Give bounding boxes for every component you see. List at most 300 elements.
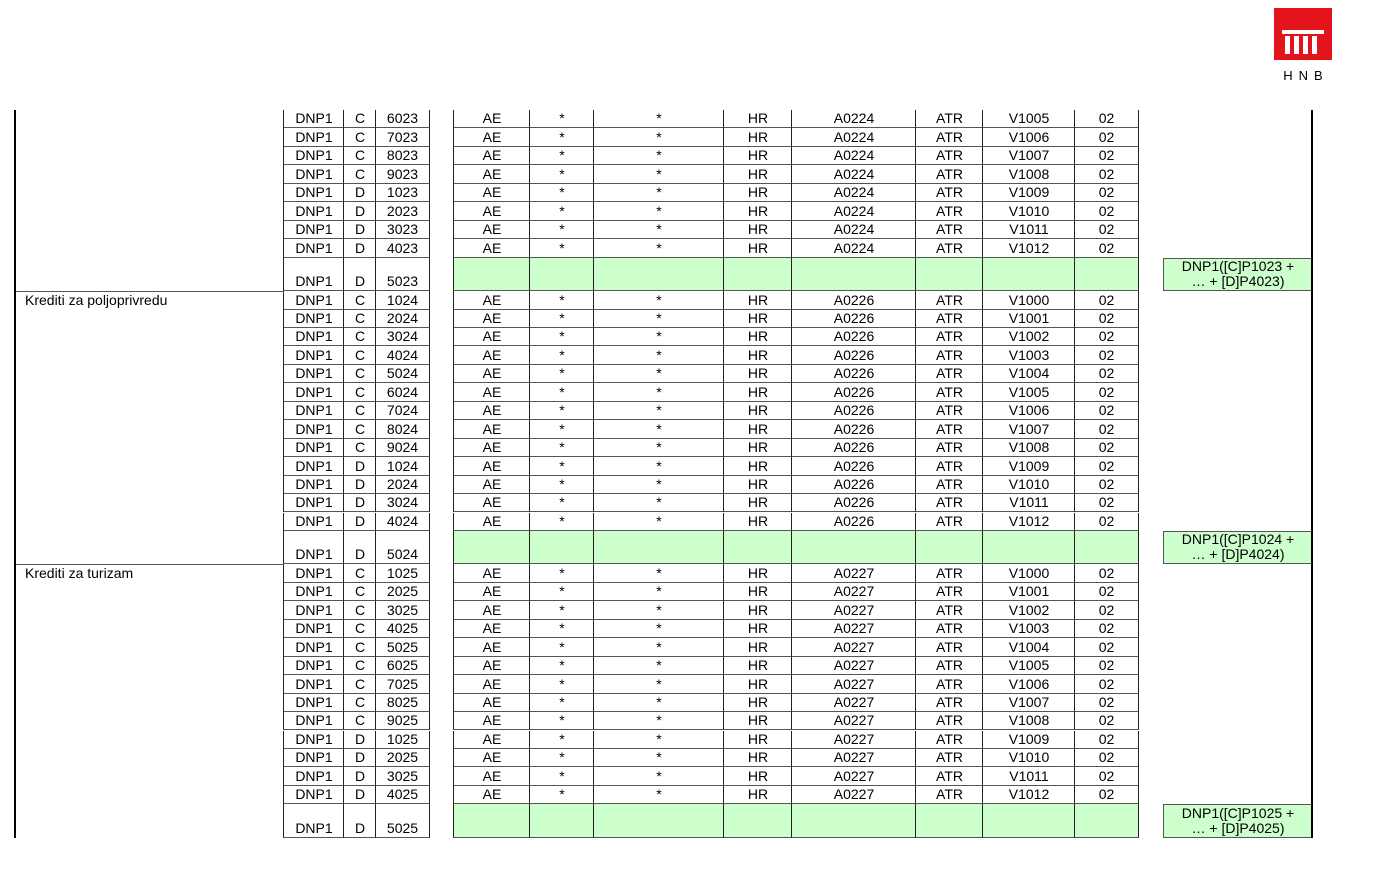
cell-atr: ATR bbox=[915, 638, 983, 656]
cell-star2: * bbox=[593, 457, 724, 475]
cell-variant: V1002 bbox=[982, 328, 1075, 346]
cell-code: 1025 bbox=[375, 564, 430, 582]
cell-atr: ATR bbox=[915, 128, 983, 146]
cell-country: HR bbox=[723, 583, 792, 601]
cell-star1: * bbox=[529, 221, 594, 239]
cell-star1: * bbox=[529, 564, 594, 582]
cell-atr: ATR bbox=[915, 346, 983, 364]
cell-country: HR bbox=[723, 346, 792, 364]
cell-code: 4025 bbox=[375, 620, 430, 638]
cell-form: DNP1 bbox=[283, 564, 344, 582]
cell-side: C bbox=[343, 620, 376, 638]
cell-variant: V1008 bbox=[982, 712, 1075, 730]
cell-ae: AE bbox=[453, 620, 530, 638]
cell-variant: V1012 bbox=[982, 239, 1075, 257]
cell-form: DNP1 bbox=[283, 494, 344, 512]
cell-account: A0226 bbox=[791, 494, 916, 512]
cell-account: A0227 bbox=[791, 620, 916, 638]
cell-num: 02 bbox=[1074, 291, 1139, 309]
cell-star1: * bbox=[529, 675, 594, 693]
cell-ae: AE bbox=[453, 346, 530, 364]
cell-atr: ATR bbox=[915, 731, 983, 749]
building-columns-icon bbox=[1274, 8, 1332, 60]
cell-form: DNP1 bbox=[283, 601, 344, 619]
cell-account: A0224 bbox=[791, 202, 916, 220]
cell-star1: * bbox=[529, 638, 594, 656]
cell-star1: * bbox=[529, 310, 594, 328]
cell-star1: * bbox=[529, 657, 594, 675]
cell-atr: ATR bbox=[915, 583, 983, 601]
cell-code: 2023 bbox=[375, 202, 430, 220]
cell-star1: * bbox=[529, 620, 594, 638]
cell-ae: AE bbox=[453, 328, 530, 346]
cell-star2: * bbox=[593, 767, 724, 785]
cell-country: HR bbox=[723, 402, 792, 420]
cell-atr: ATR bbox=[915, 749, 983, 767]
cell-star1: * bbox=[529, 767, 594, 785]
cell-ae: AE bbox=[453, 786, 530, 804]
cell-ae: AE bbox=[453, 712, 530, 730]
cell-account: A0224 bbox=[791, 110, 916, 128]
cell-num: 02 bbox=[1074, 346, 1139, 364]
empty-cell bbox=[723, 804, 792, 838]
cell-ae: AE bbox=[453, 239, 530, 257]
cell-code: 7025 bbox=[375, 675, 430, 693]
cell-account: A0226 bbox=[791, 513, 916, 531]
cell-ae: AE bbox=[453, 476, 530, 494]
formula-cell bbox=[1163, 804, 1313, 838]
cell-account: A0227 bbox=[791, 638, 916, 656]
cell-country: HR bbox=[723, 786, 792, 804]
cell-ae: AE bbox=[453, 494, 530, 512]
cell-ae: AE bbox=[453, 749, 530, 767]
cell-star1: * bbox=[529, 402, 594, 420]
cell-code: 7024 bbox=[375, 402, 430, 420]
cell-ae: AE bbox=[453, 564, 530, 582]
cell-star1: * bbox=[529, 346, 594, 364]
cell-star1: * bbox=[529, 712, 594, 730]
cell-side: C bbox=[343, 583, 376, 601]
cell-side: D bbox=[343, 457, 376, 475]
cell-code: 2024 bbox=[375, 476, 430, 494]
empty-cell bbox=[529, 804, 594, 838]
cell-account: A0227 bbox=[791, 694, 916, 712]
cell-account: A0226 bbox=[791, 402, 916, 420]
cell-form: DNP1 bbox=[283, 513, 344, 531]
cell-form: DNP1 bbox=[283, 365, 344, 383]
cell-star1: * bbox=[529, 383, 594, 401]
empty-cell bbox=[453, 531, 530, 565]
cell-star2: * bbox=[593, 749, 724, 767]
empty-cell bbox=[453, 258, 530, 292]
cell-form: DNP1 bbox=[283, 731, 344, 749]
cell-variant: V1010 bbox=[982, 476, 1075, 494]
cell-side: C bbox=[343, 291, 376, 309]
cell-account: A0226 bbox=[791, 365, 916, 383]
cell-code: 5025 bbox=[375, 804, 430, 838]
cell-code: 2025 bbox=[375, 749, 430, 767]
cell-star2: * bbox=[593, 383, 724, 401]
cell-ae: AE bbox=[453, 675, 530, 693]
cell-side: D bbox=[343, 221, 376, 239]
cell-ae: AE bbox=[453, 694, 530, 712]
cell-side: D bbox=[343, 202, 376, 220]
cell-atr: ATR bbox=[915, 694, 983, 712]
cell-side: C bbox=[343, 310, 376, 328]
cell-star1: * bbox=[529, 165, 594, 183]
cell-star1: * bbox=[529, 110, 594, 128]
cell-ae: AE bbox=[453, 513, 530, 531]
cell-variant: V1010 bbox=[982, 749, 1075, 767]
cell-account: A0227 bbox=[791, 564, 916, 582]
empty-cell bbox=[915, 531, 983, 565]
cell-ae: AE bbox=[453, 657, 530, 675]
cell-country: HR bbox=[723, 749, 792, 767]
empty-cell bbox=[723, 531, 792, 565]
cell-form: DNP1 bbox=[283, 694, 344, 712]
cell-country: HR bbox=[723, 564, 792, 582]
cell-form: DNP1 bbox=[283, 531, 344, 565]
cell-side: D bbox=[343, 258, 376, 292]
cell-code: 9025 bbox=[375, 712, 430, 730]
cell-star1: * bbox=[529, 694, 594, 712]
cell-account: A0227 bbox=[791, 749, 916, 767]
cell-code: 2025 bbox=[375, 583, 430, 601]
cell-atr: ATR bbox=[915, 513, 983, 531]
cell-num: 02 bbox=[1074, 657, 1139, 675]
cell-star2: * bbox=[593, 147, 724, 165]
cell-account: A0224 bbox=[791, 165, 916, 183]
cell-star2: * bbox=[593, 291, 724, 309]
cell-star2: * bbox=[593, 583, 724, 601]
empty-cell bbox=[529, 531, 594, 565]
cell-ae: AE bbox=[453, 383, 530, 401]
cell-country: HR bbox=[723, 128, 792, 146]
cell-atr: ATR bbox=[915, 657, 983, 675]
cell-form: DNP1 bbox=[283, 346, 344, 364]
cell-variant: V1006 bbox=[982, 402, 1075, 420]
cell-account: A0224 bbox=[791, 147, 916, 165]
cell-atr: ATR bbox=[915, 457, 983, 475]
cell-variant: V1011 bbox=[982, 767, 1075, 785]
cell-num: 02 bbox=[1074, 128, 1139, 146]
empty-cell bbox=[529, 258, 594, 292]
cell-num: 02 bbox=[1074, 328, 1139, 346]
cell-num: 02 bbox=[1074, 476, 1139, 494]
cell-account: A0227 bbox=[791, 675, 916, 693]
cell-account: A0226 bbox=[791, 420, 916, 438]
cell-variant: V1002 bbox=[982, 601, 1075, 619]
cell-star1: * bbox=[529, 731, 594, 749]
cell-atr: ATR bbox=[915, 712, 983, 730]
cell-num: 02 bbox=[1074, 712, 1139, 730]
cell-code: 9023 bbox=[375, 165, 430, 183]
cell-star1: * bbox=[529, 749, 594, 767]
cell-account: A0224 bbox=[791, 184, 916, 202]
cell-star1: * bbox=[529, 583, 594, 601]
cell-country: HR bbox=[723, 184, 792, 202]
cell-atr: ATR bbox=[915, 165, 983, 183]
cell-star2: * bbox=[593, 165, 724, 183]
cell-side: C bbox=[343, 694, 376, 712]
cell-num: 02 bbox=[1074, 675, 1139, 693]
cell-ae: AE bbox=[453, 128, 530, 146]
cell-atr: ATR bbox=[915, 402, 983, 420]
cell-side: D bbox=[343, 494, 376, 512]
cell-code: 2024 bbox=[375, 310, 430, 328]
hnb-logo bbox=[1274, 8, 1332, 60]
cell-side: D bbox=[343, 239, 376, 257]
cell-num: 02 bbox=[1074, 749, 1139, 767]
cell-variant: V1001 bbox=[982, 583, 1075, 601]
cell-country: HR bbox=[723, 291, 792, 309]
empty-cell bbox=[791, 804, 916, 838]
cell-form: DNP1 bbox=[283, 804, 344, 838]
cell-num: 02 bbox=[1074, 239, 1139, 257]
cell-atr: ATR bbox=[915, 110, 983, 128]
cell-star1: * bbox=[529, 202, 594, 220]
cell-num: 02 bbox=[1074, 110, 1139, 128]
formula-line: DNP1([C]P1023 + bbox=[1181, 257, 1295, 274]
cell-ae: AE bbox=[453, 638, 530, 656]
cell-variant: V1007 bbox=[982, 420, 1075, 438]
cell-form: DNP1 bbox=[283, 638, 344, 656]
cell-side: C bbox=[343, 712, 376, 730]
cell-side: C bbox=[343, 638, 376, 656]
cell-code: 4025 bbox=[375, 786, 430, 804]
empty-cell bbox=[982, 804, 1075, 838]
cell-ae: AE bbox=[453, 601, 530, 619]
cell-num: 02 bbox=[1074, 564, 1139, 582]
cell-atr: ATR bbox=[915, 383, 983, 401]
cell-star1: * bbox=[529, 365, 594, 383]
cell-variant: V1009 bbox=[982, 457, 1075, 475]
cell-variant: V1012 bbox=[982, 786, 1075, 804]
cell-country: HR bbox=[723, 310, 792, 328]
cell-atr: ATR bbox=[915, 221, 983, 239]
cell-code: 5023 bbox=[375, 258, 430, 292]
cell-side: D bbox=[343, 476, 376, 494]
cell-side: C bbox=[343, 675, 376, 693]
cell-variant: V1003 bbox=[982, 620, 1075, 638]
cell-star2: * bbox=[593, 439, 724, 457]
cell-variant: V1001 bbox=[982, 310, 1075, 328]
cell-variant: V1008 bbox=[982, 439, 1075, 457]
cell-side: C bbox=[343, 383, 376, 401]
cell-variant: V1009 bbox=[982, 731, 1075, 749]
cell-num: 02 bbox=[1074, 439, 1139, 457]
cell-star1: * bbox=[529, 439, 594, 457]
cell-side: D bbox=[343, 513, 376, 531]
cell-country: HR bbox=[723, 439, 792, 457]
formula-line: DNP1([C]P1024 + bbox=[1181, 531, 1295, 548]
cell-star2: * bbox=[593, 202, 724, 220]
cell-form: DNP1 bbox=[283, 420, 344, 438]
cell-form: DNP1 bbox=[283, 239, 344, 257]
cell-atr: ATR bbox=[915, 439, 983, 457]
cell-form: DNP1 bbox=[283, 620, 344, 638]
cell-form: DNP1 bbox=[283, 675, 344, 693]
cell-code: 5024 bbox=[375, 531, 430, 565]
cell-country: HR bbox=[723, 712, 792, 730]
cell-account: A0227 bbox=[791, 786, 916, 804]
cell-num: 02 bbox=[1074, 165, 1139, 183]
cell-num: 02 bbox=[1074, 383, 1139, 401]
cell-side: C bbox=[343, 439, 376, 457]
cell-variant: V1004 bbox=[982, 638, 1075, 656]
cell-account: A0227 bbox=[791, 583, 916, 601]
cell-star2: * bbox=[593, 786, 724, 804]
cell-side: C bbox=[343, 402, 376, 420]
cell-star2: * bbox=[593, 513, 724, 531]
cell-country: HR bbox=[723, 731, 792, 749]
cell-ae: AE bbox=[453, 110, 530, 128]
cell-form: DNP1 bbox=[283, 749, 344, 767]
cell-star2: * bbox=[593, 128, 724, 146]
empty-cell bbox=[915, 804, 983, 838]
cell-star1: * bbox=[529, 147, 594, 165]
cell-form: DNP1 bbox=[283, 165, 344, 183]
cell-form: DNP1 bbox=[283, 310, 344, 328]
cell-atr: ATR bbox=[915, 476, 983, 494]
cell-star1: * bbox=[529, 786, 594, 804]
cell-atr: ATR bbox=[915, 202, 983, 220]
cell-country: HR bbox=[723, 513, 792, 531]
cell-code: 8025 bbox=[375, 694, 430, 712]
cell-code: 1024 bbox=[375, 457, 430, 475]
cell-variant: V1005 bbox=[982, 110, 1075, 128]
cell-side: C bbox=[343, 601, 376, 619]
cell-form: DNP1 bbox=[283, 457, 344, 475]
cell-country: HR bbox=[723, 147, 792, 165]
cell-atr: ATR bbox=[915, 494, 983, 512]
cell-code: 4024 bbox=[375, 513, 430, 531]
cell-star2: * bbox=[593, 402, 724, 420]
cell-ae: AE bbox=[453, 457, 530, 475]
cell-side: C bbox=[343, 657, 376, 675]
cell-atr: ATR bbox=[915, 291, 983, 309]
cell-form: DNP1 bbox=[283, 147, 344, 165]
cell-account: A0227 bbox=[791, 767, 916, 785]
cell-code: 8023 bbox=[375, 147, 430, 165]
cell-ae: AE bbox=[453, 202, 530, 220]
cell-form: DNP1 bbox=[283, 476, 344, 494]
cell-num: 02 bbox=[1074, 221, 1139, 239]
cell-code: 3024 bbox=[375, 328, 430, 346]
cell-country: HR bbox=[723, 110, 792, 128]
cell-variant: V1008 bbox=[982, 165, 1075, 183]
cell-account: A0224 bbox=[791, 128, 916, 146]
cell-ae: AE bbox=[453, 439, 530, 457]
row-group-label: Krediti za poljoprivredu bbox=[15, 291, 284, 564]
cell-star2: * bbox=[593, 346, 724, 364]
cell-form: DNP1 bbox=[283, 110, 344, 128]
cell-account: A0224 bbox=[791, 221, 916, 239]
cell-country: HR bbox=[723, 767, 792, 785]
cell-star2: * bbox=[593, 494, 724, 512]
cell-form: DNP1 bbox=[283, 328, 344, 346]
cell-side: D bbox=[343, 531, 376, 565]
cell-num: 02 bbox=[1074, 513, 1139, 531]
formula-line: … + [D]P4023) bbox=[1191, 272, 1285, 289]
cell-star2: * bbox=[593, 420, 724, 438]
cell-side: C bbox=[343, 365, 376, 383]
cell-ae: AE bbox=[453, 147, 530, 165]
cell-form: DNP1 bbox=[283, 657, 344, 675]
empty-cell bbox=[791, 531, 916, 565]
cell-account: A0227 bbox=[791, 731, 916, 749]
cell-side: C bbox=[343, 110, 376, 128]
cell-form: DNP1 bbox=[283, 786, 344, 804]
cell-num: 02 bbox=[1074, 583, 1139, 601]
cell-star2: * bbox=[593, 638, 724, 656]
cell-country: HR bbox=[723, 638, 792, 656]
cell-variant: V1000 bbox=[982, 564, 1075, 582]
cell-country: HR bbox=[723, 221, 792, 239]
cell-form: DNP1 bbox=[283, 258, 344, 292]
cell-side: D bbox=[343, 731, 376, 749]
cell-account: A0224 bbox=[791, 239, 916, 257]
cell-star2: * bbox=[593, 110, 724, 128]
cell-atr: ATR bbox=[915, 328, 983, 346]
cell-num: 02 bbox=[1074, 731, 1139, 749]
cell-star2: * bbox=[593, 657, 724, 675]
empty-cell bbox=[593, 531, 724, 565]
cell-country: HR bbox=[723, 601, 792, 619]
cell-country: HR bbox=[723, 675, 792, 693]
cell-country: HR bbox=[723, 657, 792, 675]
cell-star2: * bbox=[593, 601, 724, 619]
cell-variant: V1006 bbox=[982, 675, 1075, 693]
cell-variant: V1010 bbox=[982, 202, 1075, 220]
cell-country: HR bbox=[723, 420, 792, 438]
cell-code: 1024 bbox=[375, 291, 430, 309]
cell-account: A0227 bbox=[791, 657, 916, 675]
cell-star1: * bbox=[529, 513, 594, 531]
cell-form: DNP1 bbox=[283, 128, 344, 146]
cell-variant: V1012 bbox=[982, 513, 1075, 531]
cell-side: C bbox=[343, 147, 376, 165]
empty-cell bbox=[593, 258, 724, 292]
cell-ae: AE bbox=[453, 221, 530, 239]
cell-account: A0226 bbox=[791, 439, 916, 457]
cell-account: A0226 bbox=[791, 457, 916, 475]
cell-form: DNP1 bbox=[283, 383, 344, 401]
cell-form: DNP1 bbox=[283, 712, 344, 730]
cell-code: 1025 bbox=[375, 731, 430, 749]
cell-star1: * bbox=[529, 328, 594, 346]
cell-ae: AE bbox=[453, 420, 530, 438]
empty-cell bbox=[982, 531, 1075, 565]
empty-cell bbox=[1074, 258, 1139, 292]
cell-code: 6025 bbox=[375, 657, 430, 675]
cell-form: DNP1 bbox=[283, 202, 344, 220]
cell-code: 5025 bbox=[375, 638, 430, 656]
empty-cell bbox=[723, 258, 792, 292]
cell-variant: V1007 bbox=[982, 694, 1075, 712]
cell-side: C bbox=[343, 564, 376, 582]
cell-code: 3024 bbox=[375, 494, 430, 512]
empty-cell bbox=[593, 804, 724, 838]
cell-country: HR bbox=[723, 494, 792, 512]
cell-side: C bbox=[343, 346, 376, 364]
cell-side: D bbox=[343, 804, 376, 838]
cell-num: 02 bbox=[1074, 767, 1139, 785]
cell-variant: V1005 bbox=[982, 657, 1075, 675]
row-group-label: Krediti za turizam bbox=[15, 564, 284, 837]
cell-star1: * bbox=[529, 239, 594, 257]
cell-num: 02 bbox=[1074, 694, 1139, 712]
